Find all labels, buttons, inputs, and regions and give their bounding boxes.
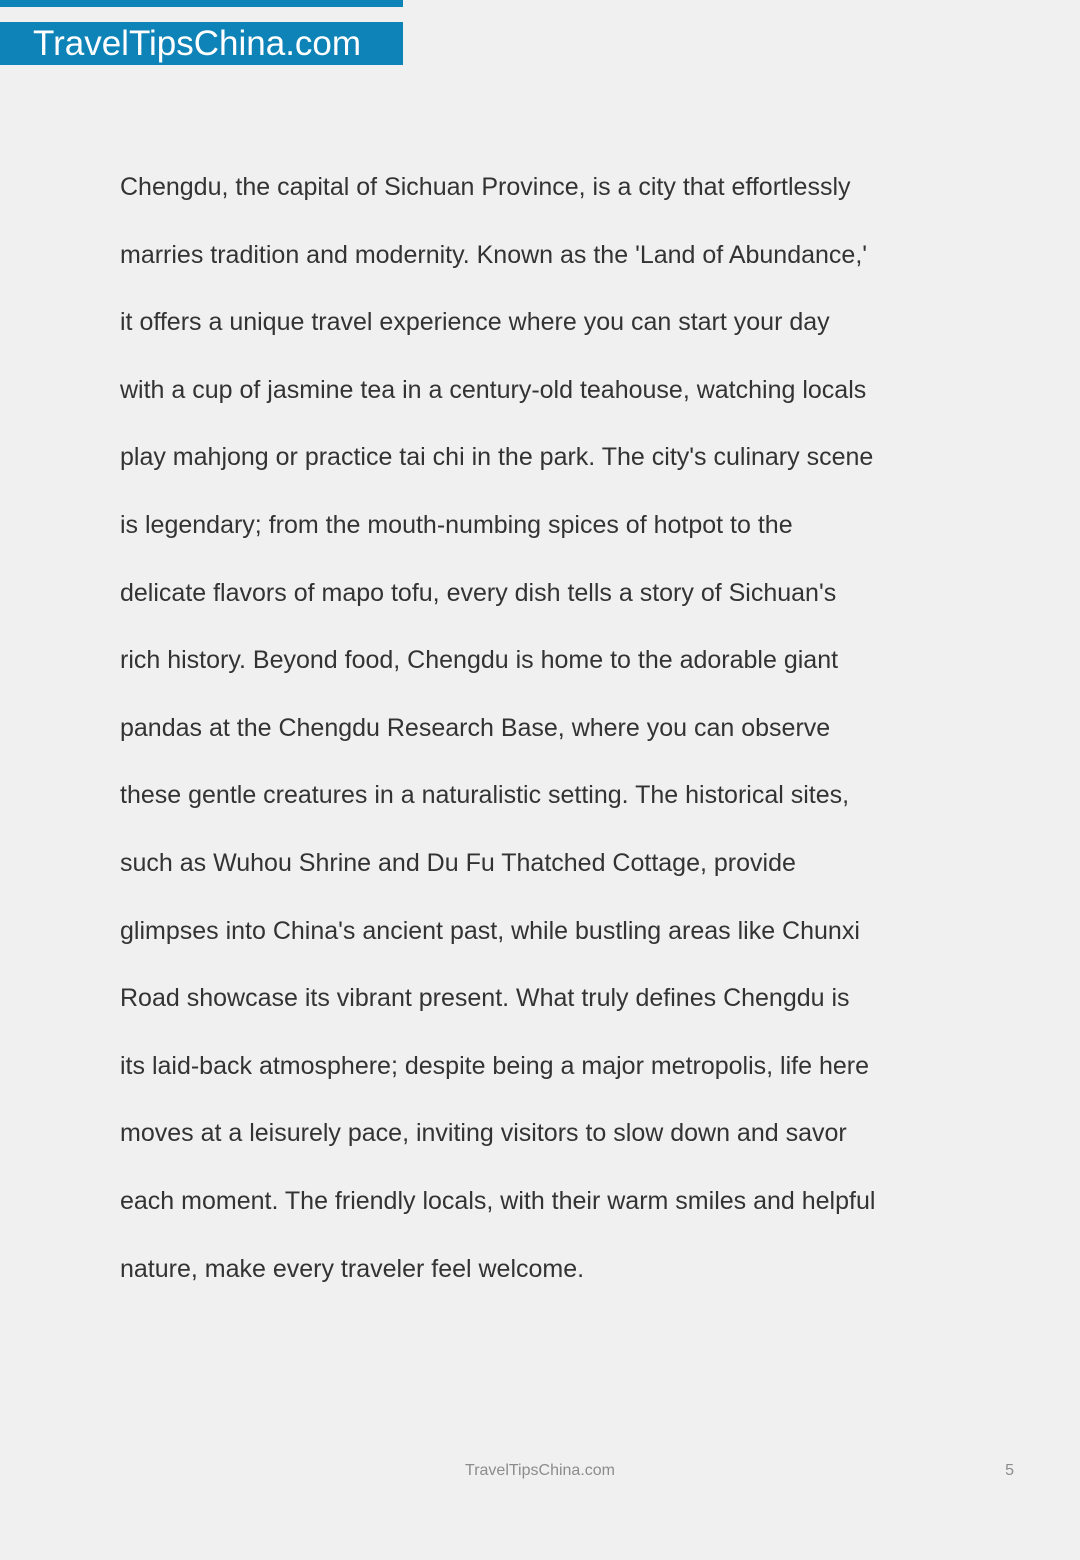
text-line: rich history. Beyond food, Chengdu is home to the adorable giant xyxy=(120,646,839,675)
text-line: its laid-back atmosphere; despite being a major metropolis, life here xyxy=(120,1051,869,1080)
site-banner xyxy=(0,22,403,65)
text-line: pandas at the Chengdu Research Base, where you can observe xyxy=(120,713,831,742)
text-line: delicate flavors of mapo tofu, every dish tells a story of Sichuan's xyxy=(120,578,837,607)
text-line: these gentle creatures in a naturalistic setting. The historical sites, xyxy=(120,781,850,810)
footer-page-number: 5 xyxy=(1005,1462,1014,1479)
text-line: marries tradition and modernity. Known as the 'Land of Abundance,' xyxy=(120,240,868,269)
header-accent-strip xyxy=(0,0,403,7)
article-body xyxy=(120,154,980,1303)
site-title: TravelTipsChina.com xyxy=(33,24,362,63)
text-line: play mahjong or practice tai chi in the park. The city's culinary scene xyxy=(120,443,874,472)
text-line: glimpses into China's ancient past, while bustling areas like Chunxi xyxy=(120,916,860,945)
text-line: Chengdu, the capital of Sichuan Province, is a city that effortlessly xyxy=(120,173,851,201)
text-line: nature, make every traveler feel welcome. xyxy=(120,1254,585,1283)
text-line: with a cup of jasmine tea in a century-old teahouse, watching locals xyxy=(120,375,867,404)
footer-site-name: TravelTipsChina.com xyxy=(465,1462,615,1479)
text-line: moves at a leisurely pace, inviting visitors to slow down and savor xyxy=(120,1119,847,1148)
text-line: Road showcase its vibrant present. What truly defines Chengdu is xyxy=(120,984,850,1013)
text-line: is legendary; from the mouth-numbing spices of hotpot to the xyxy=(120,510,793,539)
text-line: it offers a unique travel experience where you can start your day xyxy=(120,308,830,337)
text-line: such as Wuhou Shrine and Du Fu Thatched Cottage, provide xyxy=(120,848,796,877)
text-line: each moment. The friendly locals, with their warm smiles and helpful xyxy=(120,1186,876,1215)
